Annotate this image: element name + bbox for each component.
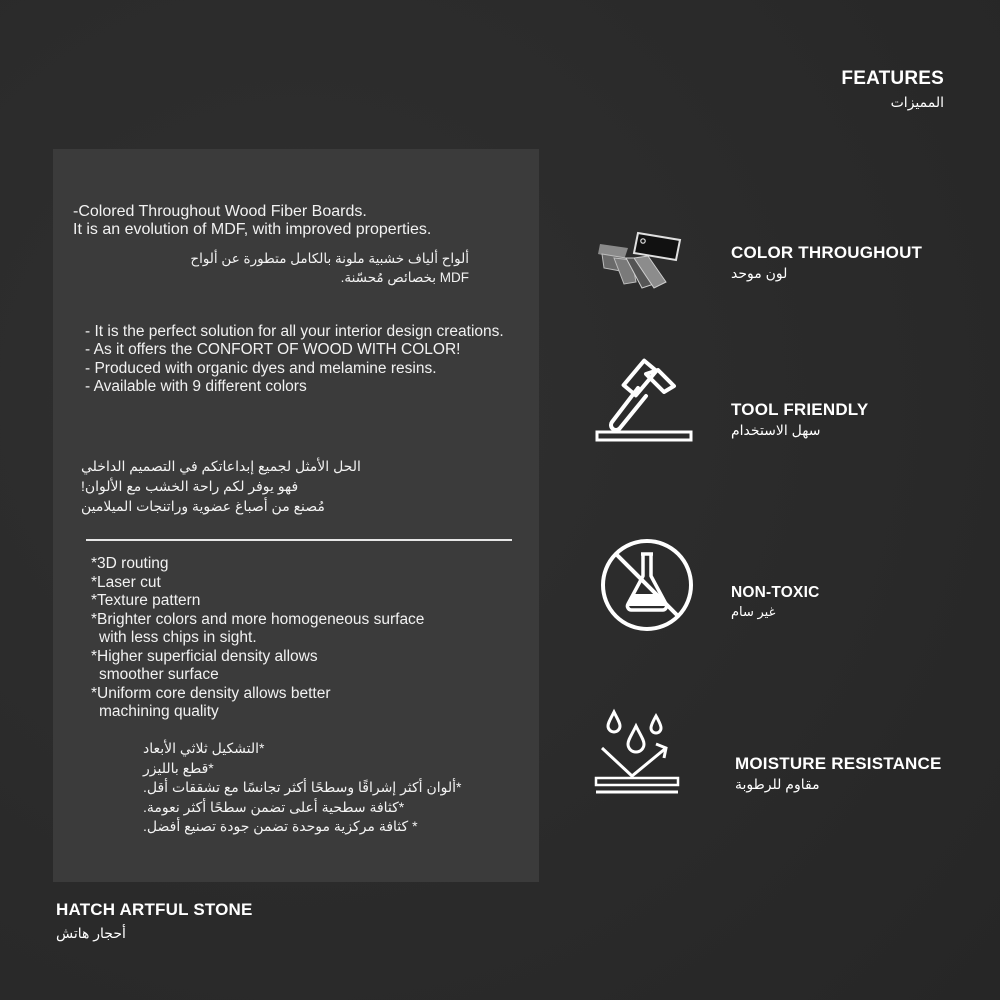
list-item: *3D routing [91,555,169,572]
list-item: * كثافة مركزية موحدة تضمن جودة تصنيع أفضل. [143,818,418,834]
intro-line: It is an evolution of MDF, with improved properties. [73,221,432,238]
technical-list-english [91,555,449,722]
feature-non-toxic [731,584,820,620]
intro-line: ألواح ألياف خشبية ملونة بالكامل متطورة عن ألواح [190,251,469,266]
brand-name: HATCH ARTFUL STONE [56,900,253,919]
list-item: *التشكيل ثلاثي الأبعاد [143,740,265,756]
feature-title: COLOR THROUGHOUT [731,243,923,262]
feature-subtitle: غير سام [731,604,776,619]
technical-list-arabic [143,739,513,837]
feature-title: MOISTURE RESISTANCE [735,754,942,773]
feature-subtitle: سهل الاستخدام [731,422,821,438]
list-item: الحل الأمثل لجميع إبداعاتكم في التصميم الداخلي [81,458,361,474]
list-item: - Produced with organic dyes and melamine resins. [85,359,437,377]
features-header [841,68,944,111]
feature-color-throughout [731,243,922,282]
list-item: - As it offers the CONFORT OF WOOD WITH COLOR! [85,341,461,359]
intro-english [73,203,431,239]
list-item: فهو يوفر لكم راحة الخشب مع الألوان! [81,478,299,494]
list-item: مُصنع من أصباغ عضوية وراتنجات الميلامين [81,498,325,514]
list-item: *Higher superficial density allows smoother surface [91,647,318,683]
list-item: - Available with 9 different colors [85,377,307,395]
list-item: *ألوان أكثر إشراقًا وسطحًا أكثر تجانسًا مع تشققات أقل. [143,779,462,795]
feature-title: TOOL FRIENDLY [731,400,869,419]
features-subtitle: المميزات [890,94,944,110]
list-item: - It is the perfect solution for all your interior design creations. [85,323,504,340]
brand-name-arabic: أحجار هاتش [56,925,126,941]
list-item: *Laser cut [91,573,161,591]
feature-subtitle: مقاوم للرطوبة [735,776,820,792]
list-item: *كثافة سطحية أعلى تضمن سطحًا أكثر نعومة. [143,798,405,815]
features-title: FEATURES [841,68,944,89]
color-swatch-icon [596,228,686,292]
section-divider [86,539,512,541]
benefits-list-arabic [81,456,511,516]
hammer-icon [594,358,694,446]
description-panel [53,149,539,882]
benefits-list-english [85,323,504,396]
list-item: *Uniform core density allows better machining quality [91,684,331,720]
brand-footer [56,900,253,942]
intro-arabic [69,249,469,287]
water-drops-icon [594,708,684,798]
feature-tool-friendly [731,400,868,439]
intro-line: MDF بخصائص مُحسّنة. [340,270,469,285]
list-item: *Texture pattern [91,592,201,609]
no-chemical-flask-icon [600,538,694,632]
list-item: *قطع بالليزر [143,759,214,776]
intro-line: -Colored Throughout Wood Fiber Boards. [73,203,367,220]
feature-subtitle: لون موحد [731,265,788,281]
list-item: *Brighter colors and more homogeneous surface with less chips in sight. [91,610,425,646]
feature-title: NON-TOXIC [731,584,820,601]
feature-moisture-resistance [735,754,942,793]
